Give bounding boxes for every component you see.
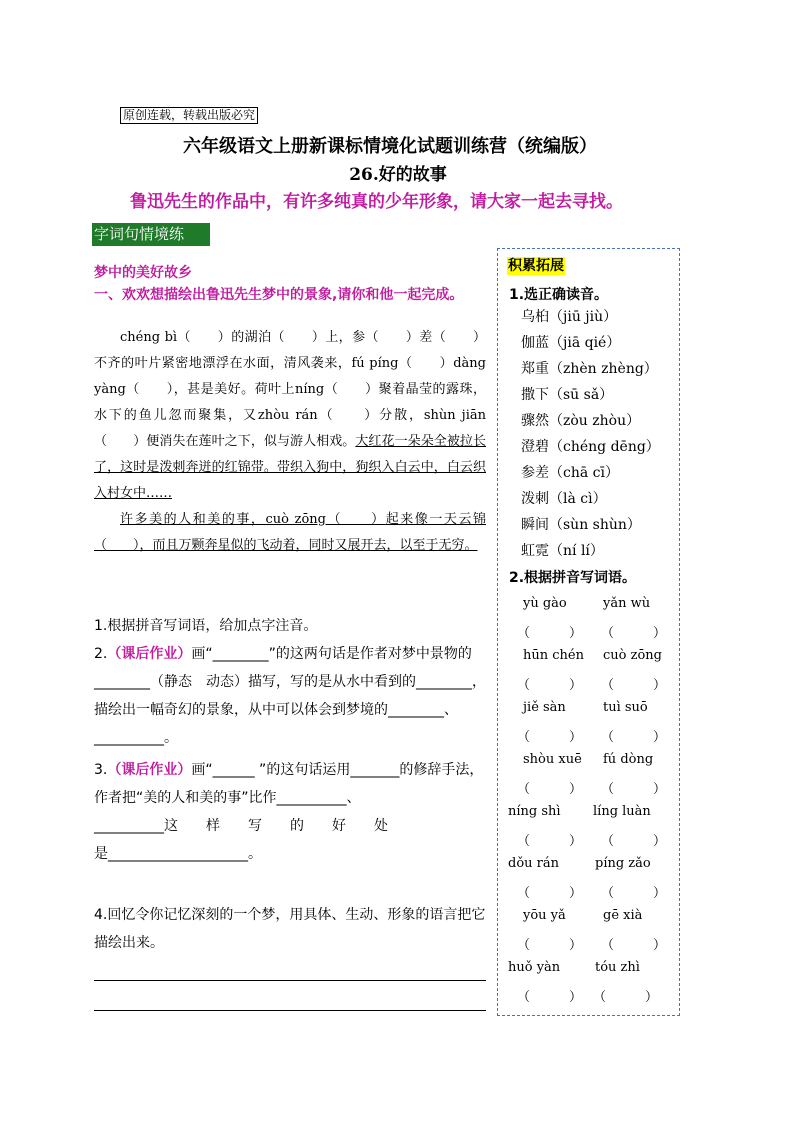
passage-text: 许多美的人和美的事，cuò zōng（ ） bbox=[120, 512, 386, 527]
pinyin-label: yǎn wù bbox=[603, 596, 651, 611]
pronunciation-item[interactable]: 伽蓝（jiā qié） bbox=[521, 335, 621, 351]
question-3 bbox=[94, 756, 488, 868]
pinyin-label: yōu yǎ bbox=[523, 908, 566, 923]
section-header: 字词句情境练 bbox=[92, 223, 210, 246]
subsection-title: 梦中的美好故乡 bbox=[94, 265, 192, 281]
answer-line[interactable] bbox=[94, 980, 486, 981]
pronunciation-item[interactable]: 瞬间（sùn shùn） bbox=[521, 517, 641, 533]
page-title: 六年级语文上册新课标情境化试题训练营（统编版） bbox=[183, 136, 597, 157]
pinyin-label: huǒ yàn bbox=[508, 960, 561, 975]
pinyin-label: píng zǎo bbox=[595, 856, 651, 871]
pinyin-label: jiě sàn bbox=[523, 700, 566, 715]
pronunciation-item[interactable]: 郑重（zhèn zhèng） bbox=[521, 361, 658, 377]
side-question-1: 1.选正确读音。 bbox=[509, 287, 609, 303]
side-question-2: 2.根据拼音写词语。 bbox=[509, 570, 637, 586]
question-4: 4.回忆令你记忆深刻的一个梦，用具体、生动、形象的语言把它描绘出来。 bbox=[94, 907, 486, 951]
pronunciation-list bbox=[521, 304, 660, 564]
answer-blank[interactable]: （ ） bbox=[517, 834, 583, 849]
pinyin-label: dǒu rán bbox=[508, 856, 559, 871]
answer-blank[interactable]: （ ） bbox=[517, 990, 583, 1005]
underlined-sentence: 大红花一朵朵全被拉长了，这时是泼刺奔迸的红锦带。带织入狗中，狗织入白云中，白云织入村女中…… bbox=[94, 434, 486, 501]
answer-blank[interactable]: （ ） bbox=[517, 626, 583, 641]
answer-blank[interactable]: （ ） bbox=[517, 782, 583, 797]
question-1: 1.根据拼音写词语，给加点字注音。 bbox=[94, 618, 318, 634]
question-number: 3. bbox=[94, 762, 108, 778]
exercise-one-title: 一、欢欢想描绘出鲁迅先生梦中的景象,请你和他一起完成。 bbox=[94, 287, 464, 303]
question-text: 是____________________。 bbox=[94, 846, 262, 862]
pronunciation-item[interactable]: 骤然（zòu zhòu） bbox=[521, 413, 641, 429]
answer-blank[interactable]: （ ） bbox=[601, 834, 667, 849]
pronunciation-item[interactable]: 澄碧（chéng dēng） bbox=[521, 439, 660, 455]
answer-blank[interactable]: （ ） bbox=[593, 990, 659, 1005]
pronunciation-item[interactable]: 乌桕（jiū jiù） bbox=[521, 309, 618, 325]
pronunciation-item[interactable]: 泼刺（là cì） bbox=[521, 491, 607, 507]
answer-blank[interactable]: （ ） bbox=[517, 730, 583, 745]
question-text: 画“______ ”的这句话运用_______的修辞手法，作者把“美的人和美的事”比作__________、 bbox=[94, 762, 484, 806]
side-box-title: 积累拓展 bbox=[508, 258, 564, 274]
pinyin-label: cuò zōng bbox=[603, 648, 662, 663]
intro-slogan: 鲁迅先生的作品中，有许多纯真的少年形象，请大家一起去寻找。 bbox=[130, 192, 623, 212]
answer-blank[interactable]: （ ） bbox=[517, 886, 583, 901]
pinyin-label: shòu xuē bbox=[523, 752, 582, 767]
answer-blank[interactable]: （ ） bbox=[601, 626, 667, 641]
answer-blank[interactable]: （ ） bbox=[601, 782, 667, 797]
passage-paragraph-1 bbox=[94, 325, 486, 507]
pinyin-label: hūn chén bbox=[523, 648, 584, 663]
pronunciation-item[interactable]: 撒下（sū sǎ） bbox=[521, 387, 614, 403]
question-2 bbox=[94, 640, 488, 752]
answer-blank[interactable]: （ ） bbox=[601, 730, 667, 745]
homework-tag: （课后作业） bbox=[107, 646, 192, 662]
pinyin-label: líng luàn bbox=[593, 804, 651, 819]
answer-blank[interactable]: （ ） bbox=[601, 678, 667, 693]
homework-tag: （课后作业） bbox=[107, 762, 192, 778]
reading-passage bbox=[94, 325, 486, 559]
copyright-stamp: 原创连载，转载出版必究 bbox=[120, 107, 258, 124]
passage-text: chéng bì（ ）的湖泊（ ）上，参（ ）差（ ）不齐的叶片紧密地漂浮在水面，清风袭来，fú píng（ ）dàng yàng（ ），甚是美好。荷叶上níng（ ）聚着晶莹的露珠，水下的鱼儿忽而聚集，又zhòu rán（ ）分散，shùn jiān（ ）便消失在莲叶之下，似与游人相戏。 bbox=[94, 330, 486, 449]
question-number: 2. bbox=[94, 646, 108, 662]
pinyin-label: yù gào bbox=[523, 596, 567, 611]
answer-blank[interactable]: （ ） bbox=[601, 886, 667, 901]
pinyin-label: tuì suō bbox=[603, 700, 648, 715]
pinyin-label: gē xià bbox=[603, 908, 643, 923]
question-text: 画“________”的这两句话是作者对梦中景物的________（静态 动态）描写，写的是从水中看到的________，描绘出一幅奇幻的景象，从中可以体会到梦境的________、__________。 bbox=[94, 646, 486, 746]
answer-line[interactable] bbox=[94, 1010, 486, 1011]
answer-blank[interactable]: （ ） bbox=[517, 678, 583, 693]
pinyin-label: fú dòng bbox=[603, 752, 654, 767]
wavy-underlined-sentence: 起来像一天云锦（ ），而且万颗奔星似的飞动着，同时又展开去，以至于无穷。 bbox=[94, 512, 486, 553]
pinyin-label: tóu zhì bbox=[595, 960, 640, 975]
pronunciation-item[interactable]: 参差（chā cī） bbox=[521, 465, 619, 481]
answer-blank[interactable]: （ ） bbox=[601, 938, 667, 953]
passage-paragraph-2 bbox=[94, 507, 486, 559]
answer-blank[interactable]: （ ） bbox=[517, 938, 583, 953]
pinyin-label: níng shì bbox=[508, 804, 561, 819]
question-text: __________这 样 写 的 好 处 bbox=[94, 818, 388, 834]
lesson-title: 26.好的故事 bbox=[349, 165, 447, 185]
pronunciation-item[interactable]: 虹霓（ní lí） bbox=[521, 543, 604, 559]
